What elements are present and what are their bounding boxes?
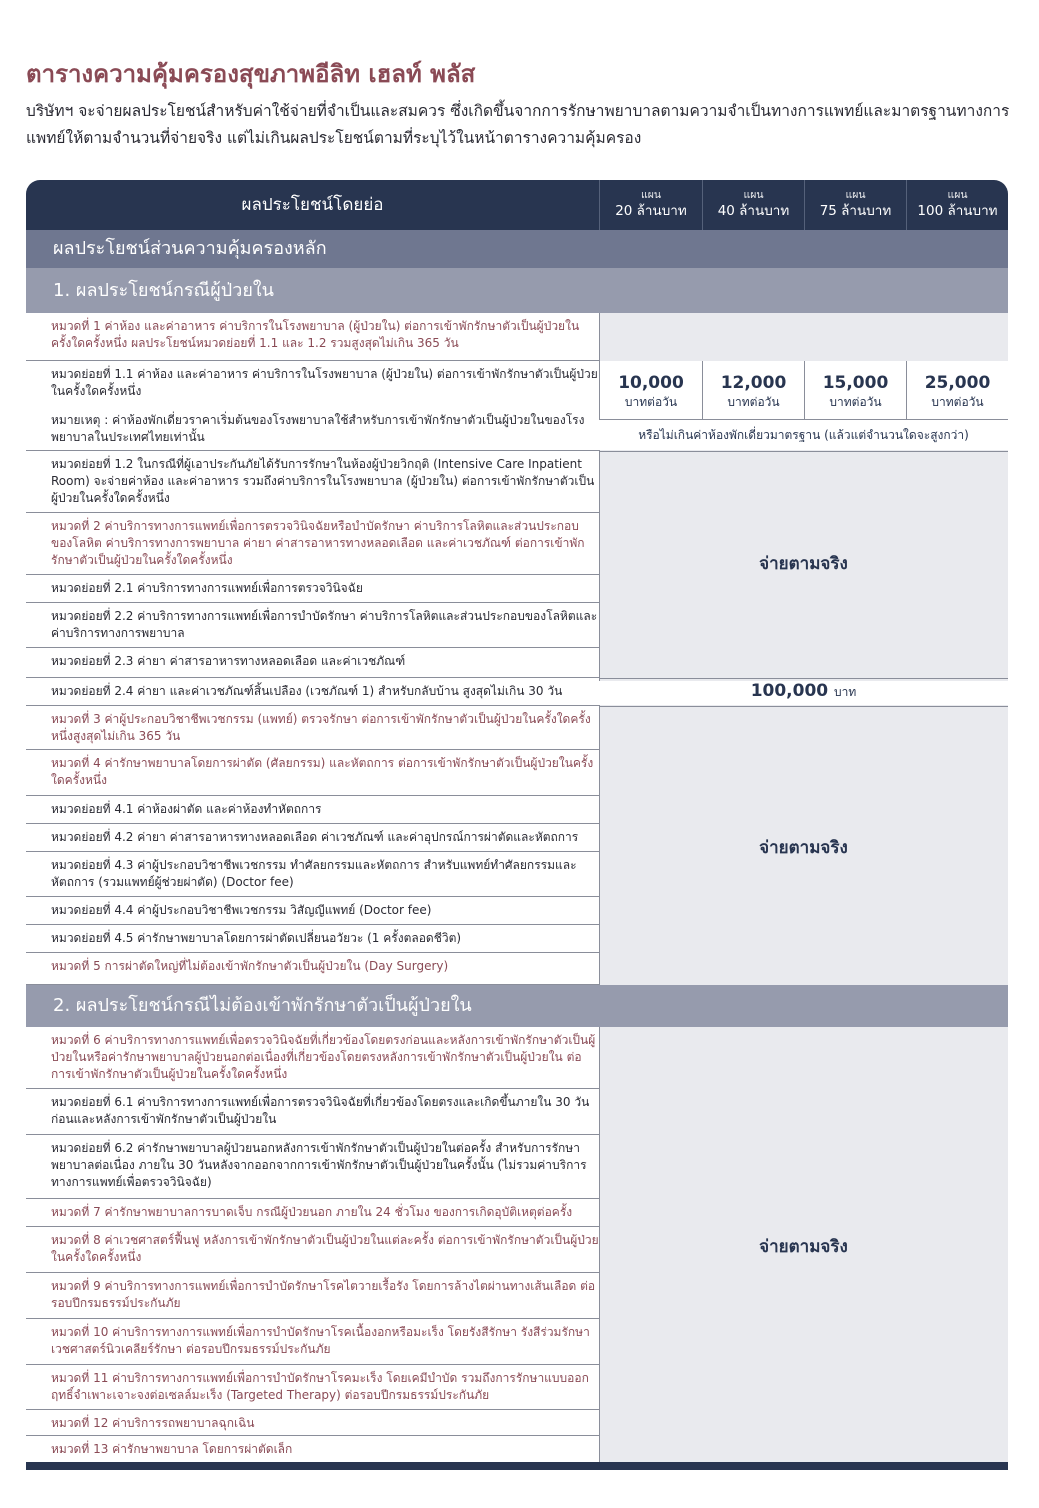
section-1-title: 1. ผลประโยชน์กรณีผู้ป่วยใน <box>53 280 274 301</box>
table-row: หมวดที่ 4 ค่ารักษาพยาบาลโดยการผ่าตัด (ศัลยกรรม) และหัตถการ ต่อการเข้าพักรักษาตัวเป็นผู้ป่วยในครั้งใดครั้งหนึ่ง <box>26 750 599 796</box>
home-med-benefit <box>599 681 1008 705</box>
pay-actual-label: จ่ายตามจริง <box>759 554 848 574</box>
table-row: หมวดย่อยที่ 4.1 ค่าห้องผ่าตัด และค่าห้องทำหัตถการ <box>26 796 599 824</box>
plan-label: แผน <box>845 189 866 201</box>
table-row <box>26 361 599 451</box>
table-row: หมวดย่อยที่ 2.4 ค่ายา และค่าเวชภัณฑ์สิ้นเปลือง (เวชภัณฑ์ 1) สำหรับกลับบ้าน สูงสุดไม่เกิน 30 วัน <box>26 678 599 706</box>
page-title: ตารางความคุ้มครองสุขภาพอีลิท เฮลท์ พลัส <box>26 60 476 88</box>
table-row: หมวดย่อยที่ 4.2 ค่ายา ค่าสารอาหารทางหลอดเลือด ค่าเวชภัณฑ์ และค่าอุปกรณ์การผ่าตัดและหัตถการ <box>26 824 599 852</box>
room-rate-unit: บาทต่อวัน <box>727 395 780 409</box>
section-main-title: ผลประโยชน์ส่วนความคุ้มครองหลัก <box>53 238 327 259</box>
room-rate-amount: 15,000 <box>822 373 889 393</box>
section-main-header <box>26 230 1008 268</box>
room-rate-amount: 12,000 <box>720 373 787 393</box>
room-rate-unit: บาทต่อวัน <box>624 395 678 409</box>
table-row: หมวดย่อยที่ 2.2 ค่าบริการทางการแพทย์เพื่อการบำบัดรักษา ค่าบริการโลหิตและส่วนประกอบของโลหิตและค่าบริการทางการพยาบาล <box>26 603 599 648</box>
header-plan-2 <box>702 180 804 230</box>
room-rate-plan-3 <box>804 361 906 419</box>
table-row: หมวดย่อยที่ 2.1 ค่าบริการทางการแพทย์เพื่อการตรวจวินิจฉัย <box>26 575 599 603</box>
table-row: หมวดที่ 7 ค่ารักษาพยาบาลการบาดเจ็บ กรณีผู้ป่วยนอก ภายใน 24 ชั่วโมง ของการเกิดอุบัติเหตุต่อครั้ง <box>26 1199 599 1227</box>
table-row: หมวดที่ 5 การผ่าตัดใหญ่ที่ไม่ต้องเข้าพักรักษาตัวเป็นผู้ป่วยใน (Day Surgery) <box>26 953 599 985</box>
room-rate-amount: 25,000 <box>924 373 991 393</box>
room-rate-plan-1 <box>599 361 702 419</box>
table-row: หมวดย่อยที่ 6.2 ค่ารักษาพยาบาลผู้ป่วยนอกหลังการเข้าพักรักษาตัวเป็นผู้ป่วยในต่อครั้ง สำหรับการรักษาพยาบาลต่อเนื่อง ภายใน 30 วันหลังจากออกจากการเข้าพักรักษาตัวเป็นผู้ป่วยในครั้งนั้น (ไม่รวมค่าบริการทางการแพทย์เพื่อตรวจวินิจฉัย) <box>26 1135 599 1199</box>
section-2-title: 2. ผลประโยชน์กรณีไม่ต้องเข้าพักรักษาตัวเป็นผู้ป่วยใน <box>53 995 472 1016</box>
section-1-header <box>26 268 1008 313</box>
header-plan-4 <box>906 180 1008 230</box>
table-row: หมวดที่ 2 ค่าบริการทางการแพทย์เพื่อการตรวจวินิจฉัยหรือบำบัดรักษา ค่าบริการโลหิตและส่วนประกอบของโลหิต ค่าบริการทางการพยาบาล ค่ายา ค่าสารอาหารทางหลอดเลือด และค่าเวชภัณฑ์ ต่อการเข้าพักรักษาตัวเป็นผู้ป่วยในครั้งใดครั้งหนึ่ง <box>26 513 599 575</box>
header-plan-3 <box>804 180 906 230</box>
header-plan-1 <box>599 180 702 230</box>
plan-label: แผน <box>640 189 662 201</box>
table-row: หมวดที่ 3 ค่าผู้ประกอบวิชาชีพเวชกรรม (แพทย์) ตรวจรักษา ต่อการเข้าพักรักษาตัวเป็นผู้ป่วยในครั้งใดครั้งหนึ่งสูงสุดไม่เกิน 365 วัน <box>26 706 599 750</box>
table-row: หมวดที่ 13 ค่ารักษาพยาบาล โดยการผ่าตัดเล็ก <box>51 1442 293 1456</box>
plan-amount: 20 ล้านบาท <box>615 203 687 219</box>
section-2-header <box>26 985 1008 1027</box>
table-row: หมวดย่อยที่ 4.3 ค่าผู้ประกอบวิชาชีพเวชกรรม ทำศัลยกรรมและหัตถการ สำหรับแพทย์ทำศัลยกรรมและหัตถการ (รวมแพทย์ผู้ช่วยผ่าตัด) (Doctor fee) <box>26 852 599 897</box>
table-row: หมวดย่อยที่ 6.1 ค่าบริการทางการแพทย์เพื่อการตรวจวินิจฉัยที่เกี่ยวข้องโดยตรงและเกิดขึ้นภายใน 30 วันก่อนและหลังการเข้าพักรักษาตัวเป็นผู้ป่วยใน <box>26 1089 599 1135</box>
table-row: หมวดที่ 8 ค่าเวชศาสตร์ฟื้นฟู หลังการเข้าพักรักษาตัวเป็นผู้ป่วยในแต่ละครั้ง ต่อการเข้าพักรักษาตัวเป็นผู้ป่วยในครั้งใดครั้งหนึ่ง <box>26 1227 599 1273</box>
divider <box>599 706 1008 707</box>
table-row: หมวดที่ 6 ค่าบริการทางการแพทย์เพื่อตรวจวินิจฉัยที่เกี่ยวข้องโดยตรงก่อนและหลังการเข้าพักรักษาตัวเป็นผู้ป่วยในหรือค่ารักษาพยาบาลผู้ป่วยนอกต่อเนื่องที่เกี่ยวข้องโดยตรงหลังการเข้าพักรักษาตัวเป็นผู้ป่วยใน ต่อการเข้าพักรักษาตัวเป็นผู้ป่วยในครั้งใดครั้งหนึ่ง <box>26 1027 599 1089</box>
table-row: หมวดย่อยที่ 4.5 ค่ารักษาพยาบาลโดยการผ่าตัดเปลี่ยนอวัยวะ (1 ครั้งตลอดชีวิต) <box>26 925 599 953</box>
table-row: หมวดย่อยที่ 4.4 ค่าผู้ประกอบวิชาชีพเวชกรรม วิสัญญีแพทย์ (Doctor fee) <box>26 897 599 925</box>
table-row: หมวดย่อยที่ 1.2 ในกรณีที่ผู้เอาประกันภัยได้รับการรักษาในห้องผู้ป่วยวิกฤติ (Intensive Care Inpatient Room) จะจ่ายค่าห้อง และค่าอาหาร รวมถึงค่าบริการในโรงพยาบาล (ผู้ป่วยใน) ต่อการเข้าพักรักษาตัวเป็นผู้ป่วยในครั้งใดครั้งหนึ่ง <box>26 451 599 513</box>
home-med-unit: บาท <box>834 685 857 699</box>
room-rate-amount: 10,000 <box>618 373 684 393</box>
room-rate-unit: บาทต่อวัน <box>931 395 984 409</box>
table-row: หมวดที่ 11 ค่าบริการทางการแพทย์เพื่อการบำบัดรักษาโรคมะเร็ง โดยเคมีบำบัด รวมถึงการรักษาแบบออกฤทธิ์จำเพาะเจาะจงต่อเซลล์มะเร็ง (Targeted Therapy) ต่อรอบปีกรมธรรม์ประกันภัย <box>26 1365 599 1410</box>
table-row: หมวดย่อยที่ 2.3 ค่ายา ค่าสารอาหารทางหลอดเลือด และค่าเวชภัณฑ์ <box>26 648 599 678</box>
plan-label: แผน <box>947 189 968 201</box>
plan-amount: 75 ล้านบาท <box>819 203 892 219</box>
home-med-amount: 100,000 <box>750 681 829 701</box>
table-row: หมวดที่ 1 ค่าห้อง และค่าอาหาร ค่าบริการในโรงพยาบาล (ผู้ป่วยใน) ต่อการเข้าพักรักษาตัวเป็นผู้ป่วยในครั้งใดครั้งหนึ่ง ผลประโยชน์หมวดย่อยที่ 1.1 และ 1.2 รวมสูงสุดไม่เกิน 365 วัน <box>26 313 599 361</box>
header-benefits: ผลประโยชน์โดยย่อ <box>241 195 384 215</box>
plan-label: แผน <box>743 189 764 201</box>
intro-text: บริษัทฯ จะจ่ายผลประโยชน์สำหรับค่าใช้จ่ายที่จำเป็นและสมควร ซึ่งเกิดขึ้นจากการรักษาพยาบาลตามความจำเป็นทางการแพทย์และมาตรฐานทางการแพทย์ให้ตามจำนวนที่จ่ายจริง แต่ไม่เกินผลประโยชน์ตามที่ระบุไว้ในหน้าตารางความคุ้มครอง <box>26 102 1010 147</box>
pay-actual-label: จ่ายตามจริง <box>759 1237 848 1257</box>
room-rate-plan-4 <box>906 361 1008 419</box>
table-row: หมวดที่ 12 ค่าบริการรถพยาบาลฉุกเฉิน <box>26 1410 599 1436</box>
divider <box>599 451 1008 452</box>
row-note: หมายเหตุ : ค่าห้องพักเดี่ยวราคาเริ่มต้นของโรงพยาบาลใช้สำหรับการเข้าพักรักษาตัวเป็นผู้ป่วยในของโรงพยาบาลในประเทศไทยเท่านั้น <box>51 413 585 444</box>
row-text: หมวดย่อยที่ 1.1 ค่าห้อง และค่าอาหาร ค่าบริการในโรงพยาบาล (ผู้ป่วยใน) ต่อการเข้าพักรักษาตัวเป็นผู้ป่วยในครั้งใดครั้งหนึ่ง <box>51 367 598 398</box>
room-rate-note: หรือไม่เกินค่าห้องพักเดี่ยวมาตรฐาน (แล้วแต่จำนวนใดจะสูงกว่า) <box>599 420 1008 450</box>
pay-actual-label: จ่ายตามจริง <box>759 838 848 858</box>
plan-amount: 40 ล้านบาท <box>717 203 790 219</box>
table-header <box>26 180 1008 230</box>
divider <box>599 678 1008 679</box>
coverage-table <box>26 180 1008 1470</box>
room-rate-plan-2 <box>702 361 804 419</box>
room-rate-unit: บาทต่อวัน <box>829 395 882 409</box>
table-row: หมวดที่ 9 ค่าบริการทางการแพทย์เพื่อการบำบัดรักษาโรคไตวายเรื้อรัง โดยการล้างไตผ่านทางเส้นเลือด ต่อรอบปีกรมธรรม์ประกันภัย <box>26 1273 599 1319</box>
table-row: หมวดที่ 10 ค่าบริการทางการแพทย์เพื่อการบำบัดรักษาโรคเนื้องอกหรือมะเร็ง โดยรังสีรักษา รังสีร่วมรักษาเวชศาสตร์นิวเคลียร์รักษา ต่อรอบปีกรมธรรม์ประกันภัย <box>26 1319 599 1365</box>
plan-amount: 100 ล้านบาท <box>917 203 998 219</box>
table-bottom-bar <box>26 1462 1008 1470</box>
